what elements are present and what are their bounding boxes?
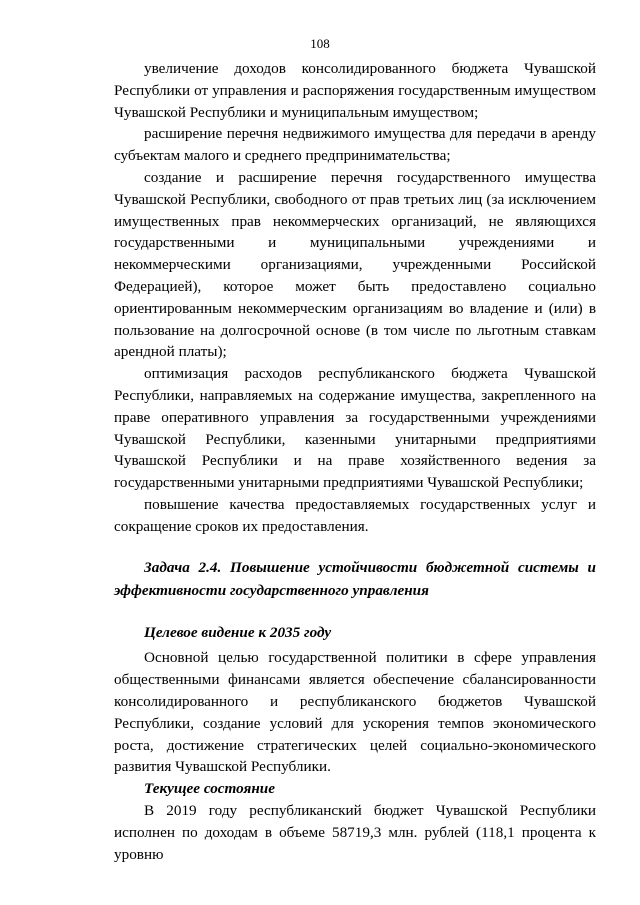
task-heading: Задача 2.4. Повышение устойчивости бюджетной системы и эффективности государственного управления [114,558,596,599]
document-body [114,58,596,865]
paragraph: создание и расширение перечня государственного имущества Чувашской Республики, свободного от прав третьих лиц (за исключением имущественных прав некоммерческих организаций, не являющихся государственными и муниципальными учреждениями и некоммерческими организациями, учрежденными Российской Федерацией), которое может быть предоставлено социально ориентированным некоммерческим организациям во владение и (или) в пользование на долгосрочной основе (в том числе по льготным ставкам арендной платы); [114,168,596,361]
page-number: 108 [310,36,330,51]
paragraph: Основной целью государственной политики в сфере управления общественными финансами является обеспечение сбалансированности консолидированного и республиканского бюджетов Чувашской Республики, создание условий для ускорения темпов экономического роста, достижение стратегических целей социально-экономического развития Чувашской Республики. [114,649,596,776]
paragraph: увеличение доходов консолидированного бюджета Чувашской Республики от управления и распоряжения государственным имуществом Чувашской Республики и муниципальным имуществом; [114,60,596,121]
paragraph: В 2019 году республиканский бюджет Чувашской Республики исполнен по доходам в объеме 58719,3 млн. рублей (118,1 процента к уровню [114,801,596,863]
current-state-heading: Текущее состояние [144,780,275,798]
paragraph: повышение качества предоставляемых государственных услуг и сокращение сроков их предоставления. [114,495,596,535]
target-vision-heading: Целевое видение к 2035 году [144,623,332,641]
paragraph: оптимизация расходов республиканского бюджета Чувашской Республики, направляемых на содержание имущества, закрепленного на праве оперативного управления за государственными учреждениями Чувашской Республики, казенными унитарными предприятиями Чувашской Республики и на праве хозяйственного ведения за государственными унитарными предприятиями Чувашской Республики; [114,365,596,492]
paragraph: расширение перечня недвижимого имущества для передачи в аренду субъектам малого и среднего предпринимательства; [114,125,596,165]
